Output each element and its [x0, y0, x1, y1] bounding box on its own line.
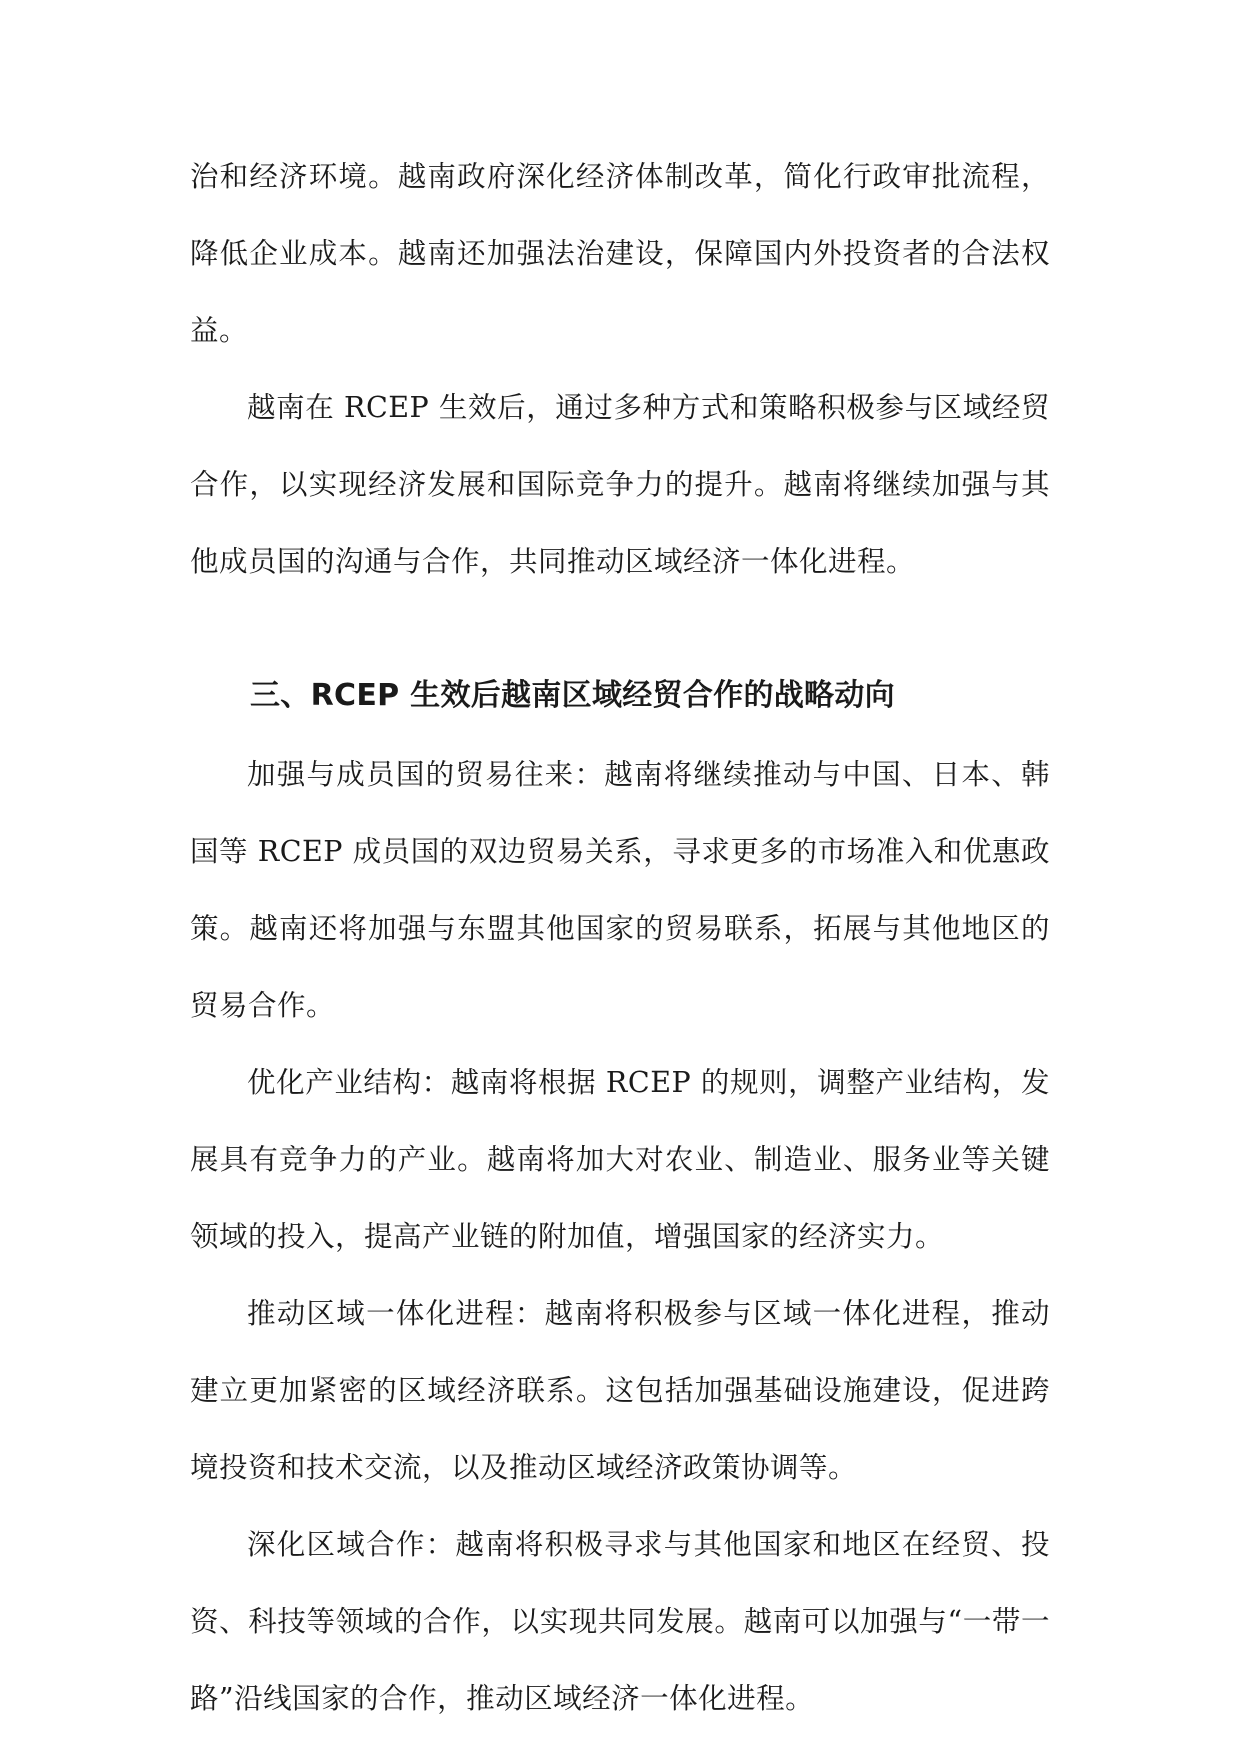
section-heading: 三、RCEP 生效后越南区域经贸合作的战略动向 [250, 678, 895, 713]
paragraph-trade: 加强与成员国的贸易往来：越南将继续推动与中国、日本、韩国等 RCEP 成员国的双边贸易关系，寻求更多的市场准入和优惠政策。越南还将加强与东盟其他国家的贸易联系，拓展与其他地区的贸易合作。 [190, 758, 1050, 1022]
paragraph-rcep-participation: 越南在 RCEP 生效后，通过多种方式和策略积极参与区域经贸合作，以实现经济发展和国际竞争力的提升。越南将继续加强与其他成员国的沟通与合作，共同推动区域经济一体化进程。 [190, 391, 1050, 578]
document-page [190, 138, 1050, 1737]
paragraph-continuation: 治和经济环境。越南政府深化经济体制改革，简化行政审批流程，降低企业成本。越南还加强法治建设，保障国内外投资者的合法权益。 [190, 160, 1050, 347]
paragraph-cooperation: 深化区域合作：越南将积极寻求与其他国家和地区在经贸、投资、科技等领域的合作，以实现共同发展。越南可以加强与“一带一路”沿线国家的合作，推动区域经济一体化进程。 [190, 1528, 1050, 1715]
paragraph-integration: 推动区域一体化进程：越南将积极参与区域一体化进程，推动建立更加紧密的区域经济联系。这包括加强基础设施建设，促进跨境投资和技术交流，以及推动区域经济政策协调等。 [190, 1297, 1050, 1484]
paragraph-industry: 优化产业结构：越南将根据 RCEP 的规则，调整产业结构，发展具有竞争力的产业。越南将加大对农业、制造业、服务业等关键领域的投入，提高产业链的附加值，增强国家的经济实力。 [190, 1066, 1050, 1253]
